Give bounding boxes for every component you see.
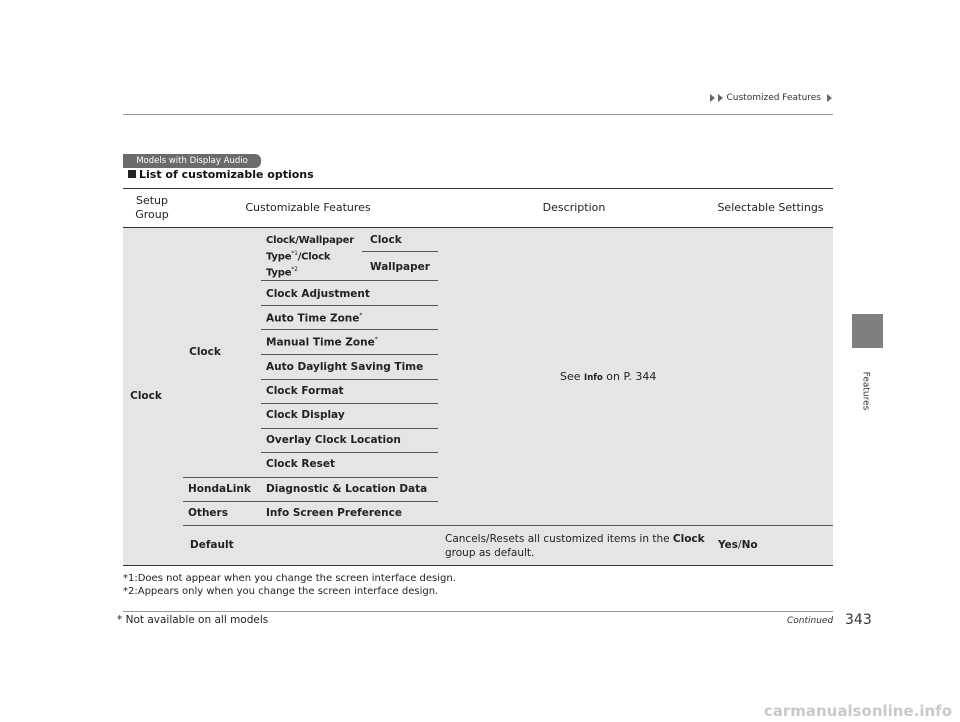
see-reference [560,370,656,383]
default-desc-bold: Clock [672,533,705,545]
feature-overlay-clock-location: Overlay Clock Location [266,434,401,446]
feature-auto-daylight-saving: Auto Daylight Saving Time [266,361,424,373]
row-rule [183,525,833,526]
subgroup-others: Others [188,507,228,519]
row-rule [261,403,438,404]
row-rule [261,280,438,281]
feature-clock-display: Clock Display [266,409,345,421]
row-rule [261,354,438,355]
watermark: carmanualsonline.info [763,702,952,720]
feature-clock-adjustment: Clock Adjustment [266,288,370,300]
setting-separator: / [738,539,742,551]
setting-no: No [741,539,758,551]
info-link[interactable]: Info [584,373,603,383]
subgroup-clock: Clock [189,346,221,358]
default-desc-text-2: group as default. [445,547,535,559]
sub-item-clock: Clock [370,234,402,246]
subgroup-hondalink: HondaLink [188,483,251,495]
row-rule [261,452,438,453]
header-selectable-settings: Selectable Settings [717,201,824,214]
section-tab [852,314,883,348]
default-description [445,532,707,560]
footnote-ref-1: *1 [291,250,298,257]
table-top-rule [123,188,833,189]
continued-label: Continued [787,616,834,626]
clock-type-text: /Clock Type [266,251,331,279]
page-ref-text: on P. 344 [606,370,657,383]
header-divider [123,114,833,115]
arrow-icon [718,94,723,102]
row-rule [261,379,438,380]
default-settings [718,539,758,551]
row-rule [261,329,438,330]
feature-info-screen-preference: Info Screen Preference [266,507,402,519]
feature-label: Auto Time Zone [266,312,360,325]
row-rule [261,428,438,429]
section-title [128,168,314,181]
breadcrumb-label: Customized Features [726,93,821,103]
feature-clock-format: Clock Format [266,385,344,397]
feature-manual-time-zone [266,336,378,349]
feature-label: Manual Time Zone [266,336,375,349]
row-rule [362,251,438,252]
availability-note: * Not available on all models [117,614,269,626]
subgroup-default: Default [190,539,234,551]
row-rule [261,305,438,306]
default-desc-text: Cancels/Resets all customized items in the [445,533,670,545]
header-setup-group: Setup Group [135,194,169,221]
header-rule [123,227,833,228]
table-body [123,228,833,565]
see-text: See [560,370,581,383]
feature-diagnostic-location: Diagnostic & Location Data [266,483,428,495]
footnote-1: *1:Does not appear when you change the screen interface design. [123,573,456,584]
availability-star: * [374,336,378,343]
wallpaper-type-text: Clock/Wallpaper Type [266,235,354,263]
availability-star: * [359,312,363,319]
header-description: Description [542,201,606,214]
model-badge: Models with Display Audio [123,154,261,168]
row-rule [183,477,438,478]
feature-auto-time-zone [266,312,362,325]
header-customizable-features: Customizable Features [245,201,371,214]
side-section-label: Features [860,371,871,411]
row-rule [183,501,438,502]
footer-divider [123,611,833,612]
table-bottom-rule [123,565,833,566]
footnote-2: *2:Appears only when you change the screen interface design. [123,586,439,597]
bullet-square-icon [128,170,136,178]
feature-clock-reset: Clock Reset [266,458,335,470]
group-clock: Clock [130,390,162,402]
footnote-ref-2: *2 [291,266,298,274]
feature-clock-wallpaper-type [266,234,358,280]
arrow-icon [827,94,832,102]
section-title-text: List of customizable options [139,168,314,181]
sub-item-wallpaper: Wallpaper [370,261,430,273]
page-number: 343 [845,612,872,628]
setting-yes: Yes [718,539,739,551]
arrow-icon [710,94,715,102]
breadcrumb [710,93,832,103]
